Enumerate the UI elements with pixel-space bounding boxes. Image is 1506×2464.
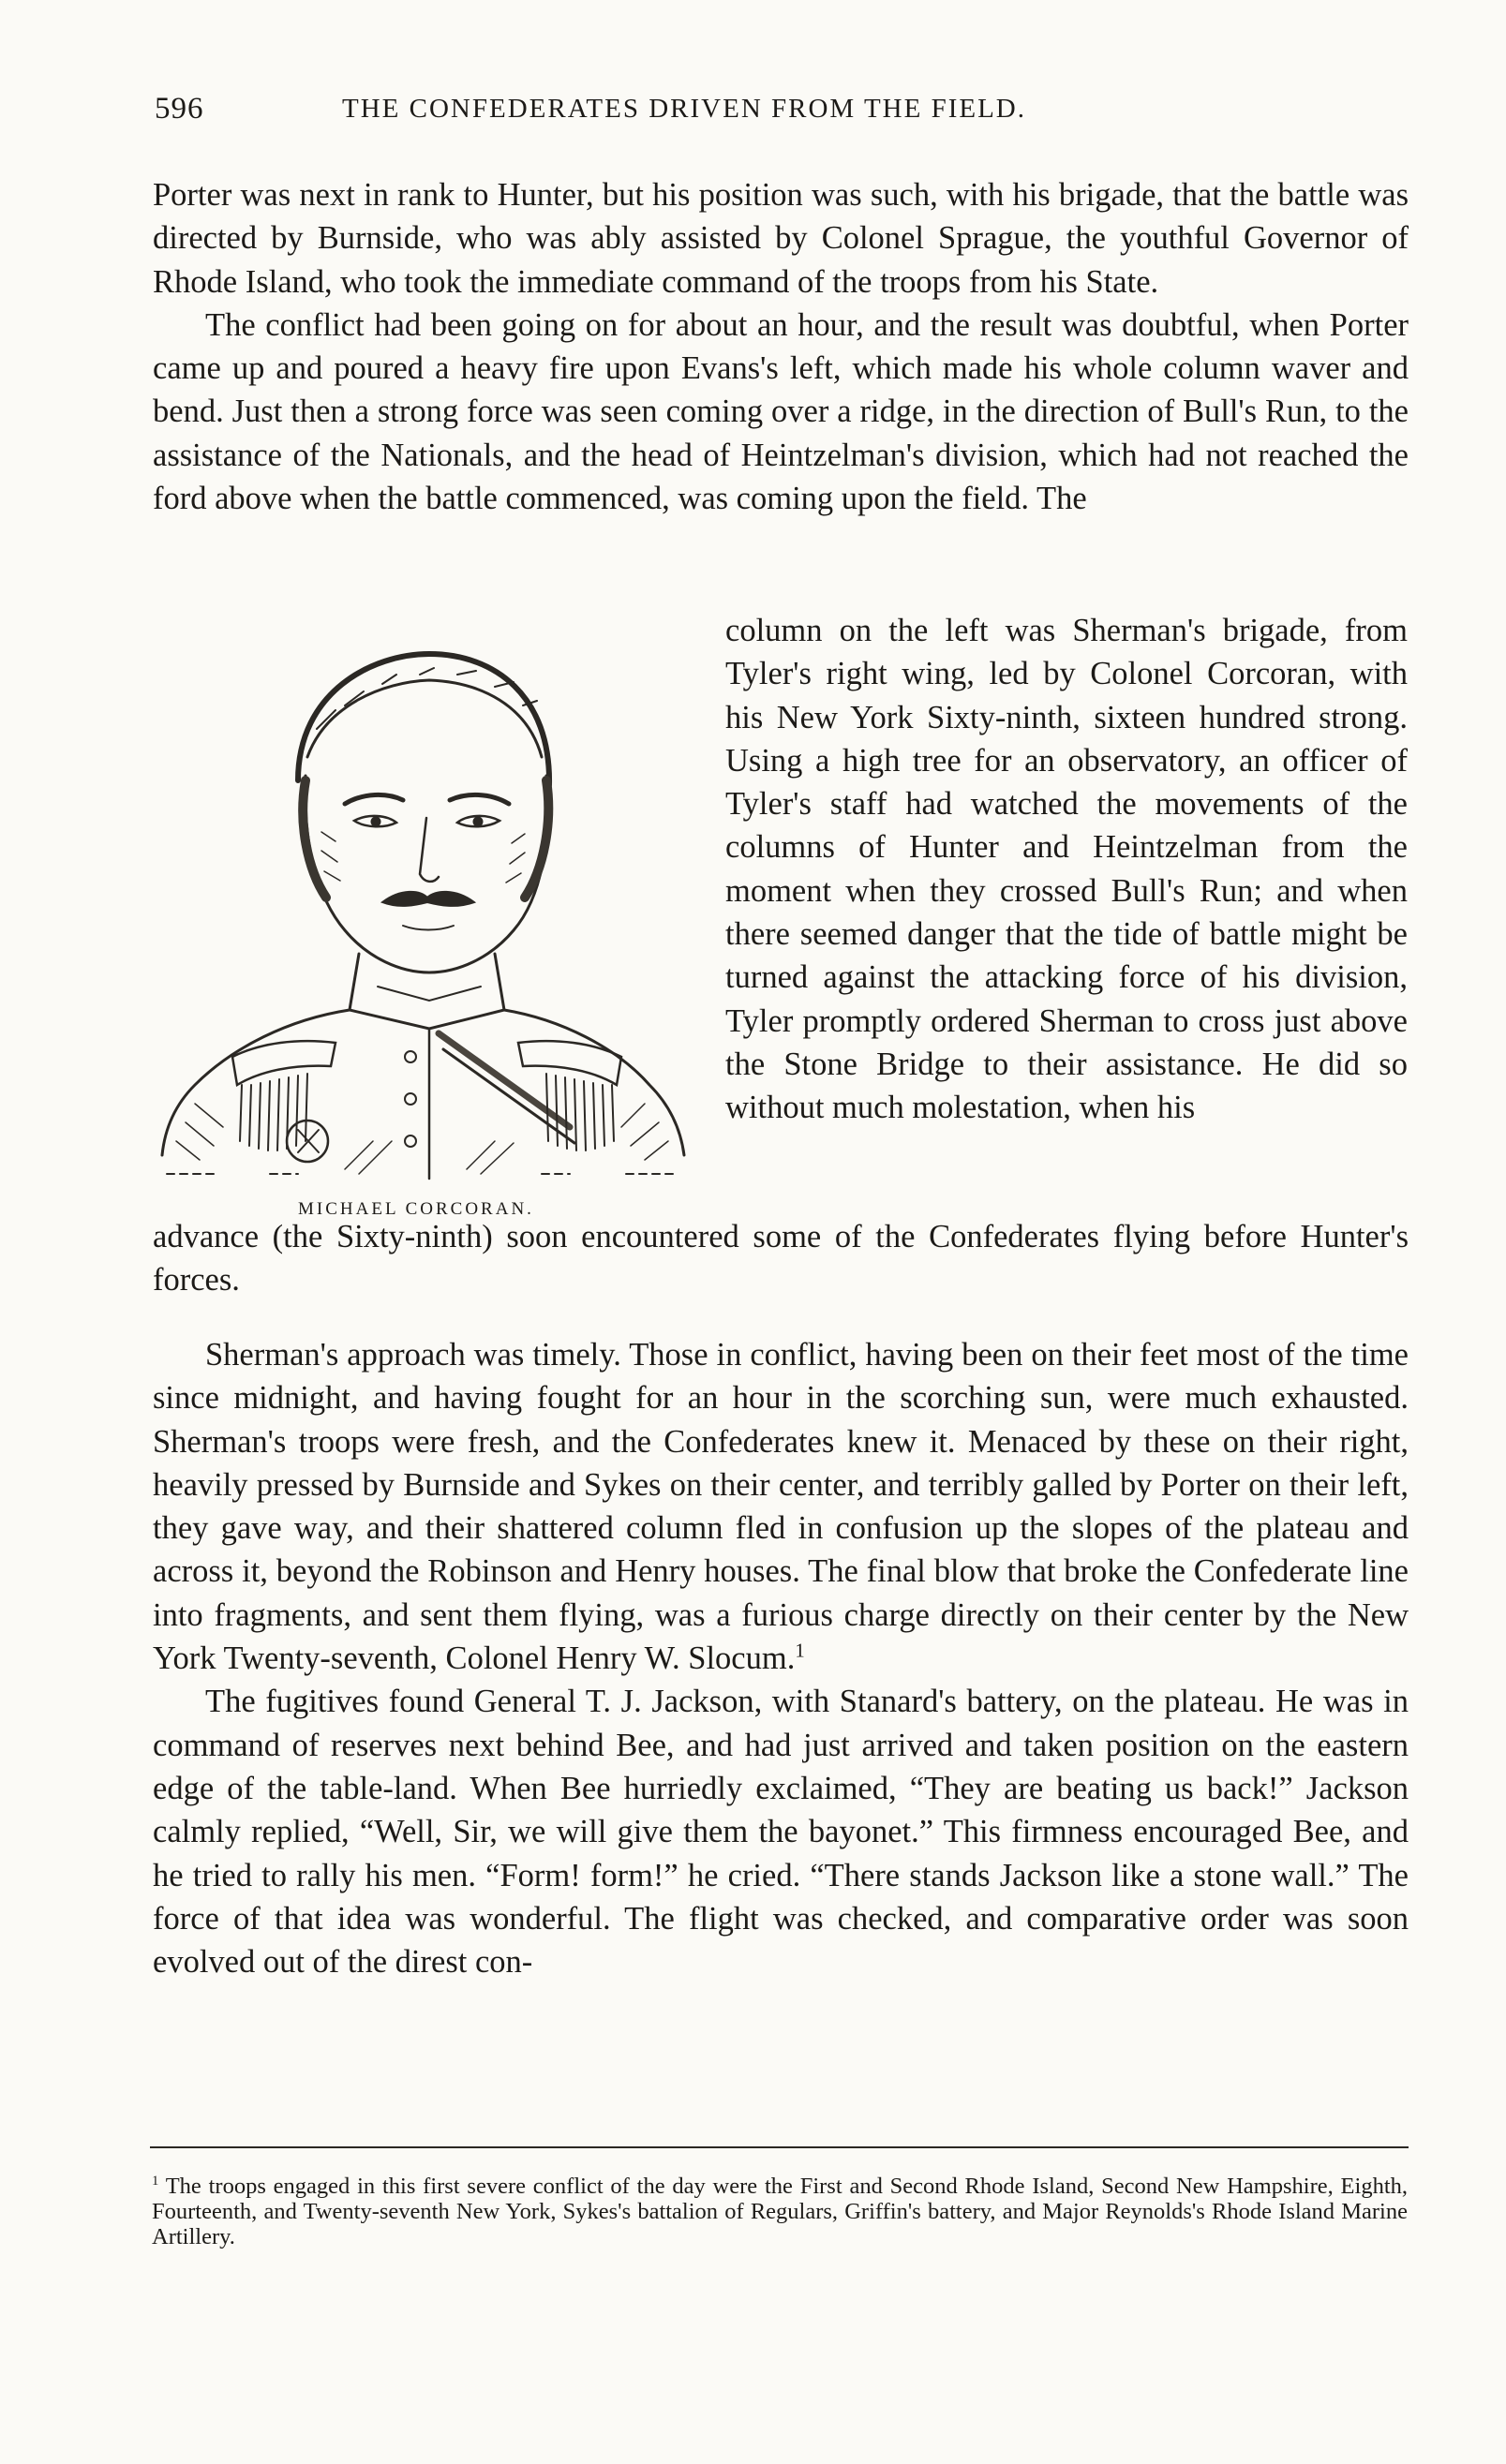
footnote bbox=[152, 2174, 1408, 2249]
footnote-reference: 1 bbox=[795, 1640, 805, 1662]
paragraph-porter: Porter was next in rank to Hunter, but his position was such, with his brigade, that the battle was directed by Burnside, who was ably assisted by Colonel Sprague, the youthful Governor of Rhode Island, who took the immediate command of the troops from his State. bbox=[153, 177, 1409, 300]
footnote-marker: 1 bbox=[152, 2173, 159, 2189]
paragraph-conflict: The conflict had been going on for about an hour, and the result was doubtful, when Porter came up and poured a heavy fire upon Evans's left, which made his whole column waver and bend. Just then a strong force was seen coming over a ridge, in the direction of Bull's Run, to the assistance of the Nationals, and the head of Heintzelman's division, which had not reached the ford above when the battle commenced, was coming upon the field. The bbox=[153, 306, 1409, 517]
text-block-bottom bbox=[153, 1333, 1409, 1983]
text-block-after-figure bbox=[153, 1215, 1409, 1302]
paragraph-sherman-approach bbox=[153, 1333, 1409, 1680]
page-header bbox=[155, 92, 1415, 139]
running-head: THE CONFEDERATES DRIVEN FROM THE FIELD. bbox=[342, 94, 1026, 124]
figure-caption: MICHAEL CORCORAN. bbox=[298, 1199, 534, 1219]
footnote-text: The troops engaged in this first severe conflict of the day were the First and Second Rhode Island, Second New Hampshire, Eighth, Fourteenth, and Twenty-seventh New York, Sykes's battalion of Regulars, Griffin's battery, and Major Reynolds's Rhode Island Marine Artillery. bbox=[152, 2174, 1408, 2249]
portrait-figure bbox=[157, 616, 696, 1219]
portrait-engraving bbox=[157, 616, 696, 1188]
paragraph-fugitives: The fugitives found General T. J. Jackson, with Stanard's battery, on the plateau. He was in command of reserves next behind Bee, and had just arrived and taken position on the eastern edge of the table-land. When Bee hurriedly exclaimed, “They are beating us back!” Jackson calmly replied, “Well, Sir, we will give them the bayonet.” This firmness encouraged Bee, and he tried to rally his men. “Form! form!” he cried. “There stands Jackson like a stone wall.” The force of that idea was wonderful. The flight was checked, and comparative order was soon evolved out of the direst con- bbox=[153, 1684, 1409, 1981]
paragraph-sixty-ninth: advance (the Sixty-ninth) soon encountered some of the Confederates flying before Hunter's forces. bbox=[153, 1219, 1409, 1299]
text-block-wrapped bbox=[725, 609, 1408, 1130]
paragraph-sherman-column: column on the left was Sherman's brigade, from Tyler's right wing, led by Colonel Corcoran, with his New York Sixty-ninth, sixteen hundred strong. Using a high tree for an observatory, an officer of Tyler's staff had watched the movements of the columns of Hunter and Heintzelman from the moment when they crossed Bull's Run; and when there seemed danger that the tide of battle might be turned against the attacking force of his division, Tyler promptly ordered Sherman to cross just above the Stone Bridge to their assistance. He did so without much molestation, when his bbox=[725, 613, 1408, 1126]
paragraph-sherman-approach-text: Sherman's approach was timely. Those in conflict, having been on their feet most of the time since midnight, and having fought for an hour in the scorching sun, were much exhausted. Sherman's troops were fresh, and the Confederates knew it. Menaced by these on their right, heavily pressed by Burnside and Sykes on their center, and terribly galled by Porter on their left, they gave way, and their shattered column fled in confusion up the slopes of the plateau and across it, beyond the Robinson and Henry houses. The final blow that broke the Confederate line into fragments, and sent them flying, was a furious charge directly on their center by the New York Twenty-seventh, Colonel Henry W. Slocum. bbox=[153, 1337, 1409, 1677]
footnote-divider bbox=[150, 2146, 1409, 2148]
page-number: 596 bbox=[155, 92, 204, 126]
text-block-top bbox=[153, 173, 1409, 520]
